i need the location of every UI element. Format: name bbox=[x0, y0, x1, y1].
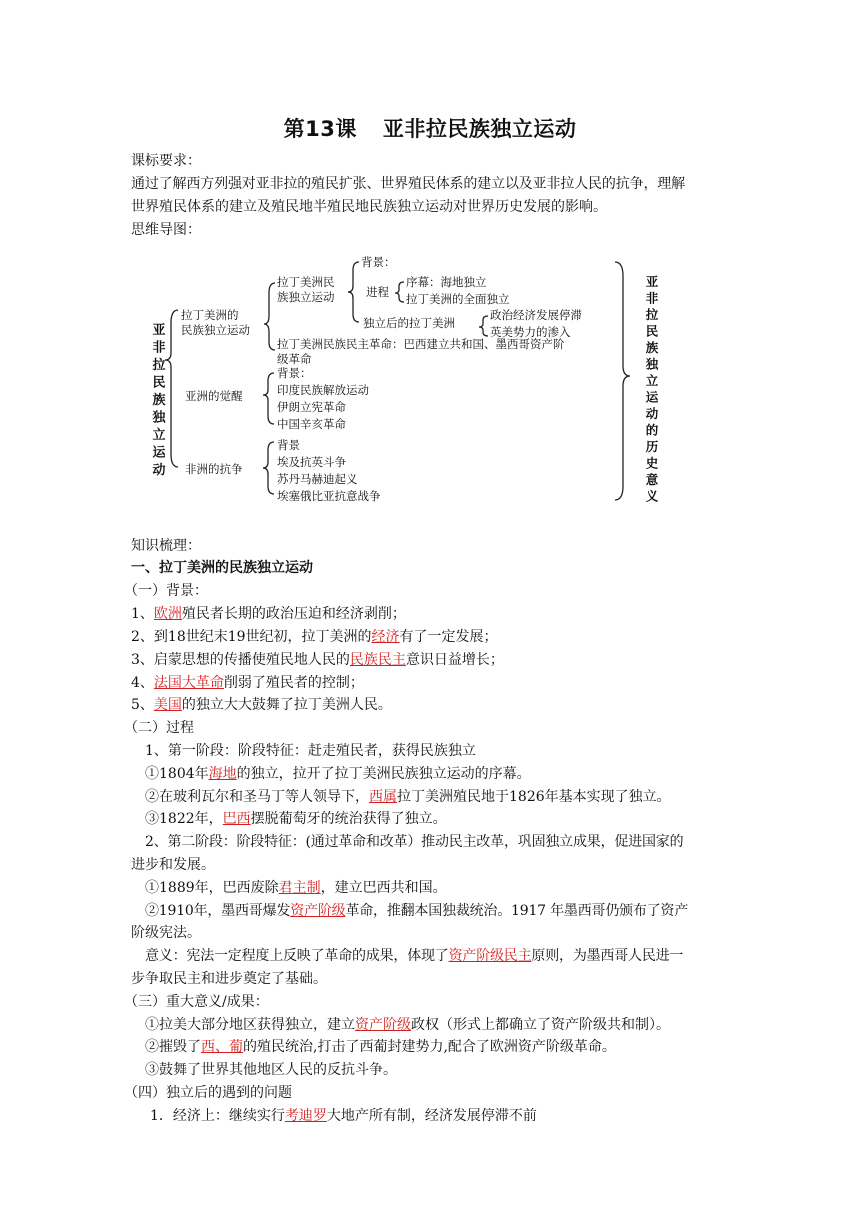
root-title-char: 立 bbox=[152, 428, 166, 443]
subheading-problems: （四）独立后的遇到的问题 bbox=[124, 1085, 292, 1101]
latin-process: 进程 bbox=[366, 285, 389, 299]
right-title-char: 史 bbox=[645, 455, 659, 471]
standards-text-2: 世界殖民体系的建立及殖民地半殖民地民族独立运动对世界历史发展的影响。 bbox=[131, 199, 607, 215]
highlight-term: 西、葡 bbox=[201, 1039, 243, 1055]
asia-item-1: 背景： bbox=[277, 366, 312, 380]
root-title-char: 亚 bbox=[152, 323, 166, 338]
subheading-background: （一）背景： bbox=[124, 583, 208, 599]
section-heading: 一、拉丁美洲的民族独立运动 bbox=[131, 560, 313, 576]
highlight-term: 西属 bbox=[369, 789, 397, 805]
standards-text-1: 通过了解西方列强对亚非拉的殖民扩张、世界殖民体系的建立以及亚非拉人民的抗争，理解 bbox=[131, 176, 685, 192]
stage-1-item-1: ①1804年海地的独立，拉开了拉丁美洲民族独立运动的序幕。 bbox=[145, 766, 531, 782]
highlight-term: 资产阶级 bbox=[355, 1017, 411, 1033]
background-item-2: 2、到18世纪末19世纪初，拉丁美洲的经济有了一定发展； bbox=[131, 629, 498, 645]
highlight-term: 美国 bbox=[153, 697, 182, 713]
latin-after: 独立后的拉丁美洲 bbox=[363, 316, 455, 330]
background-item-4: 4、法国大革命削弱了殖民者的控制； bbox=[131, 675, 364, 691]
mind-map-background bbox=[131, 248, 669, 524]
problem-item-1: 1．经济上：继续实行考迪罗大地产所有制，经济发展停滞不前 bbox=[150, 1108, 537, 1124]
standards-heading: 课标要求： bbox=[131, 153, 201, 169]
mind-map-root-title bbox=[151, 323, 166, 478]
asia-item-4: 中国辛亥革命 bbox=[277, 417, 346, 431]
subheading-significance: （三）重大意义/成果： bbox=[124, 994, 269, 1010]
process-item-2: 拉丁美洲的全面独立 bbox=[406, 292, 510, 306]
africa-item-3: 苏丹马赫迪起义 bbox=[277, 472, 358, 486]
highlight-term: 巴西 bbox=[222, 811, 251, 827]
root-title-char: 族 bbox=[152, 393, 166, 408]
significance-item-2: ②摧毁了西、葡的殖民统治,打击了西葡封建势力,配合了欧洲资产阶级革命。 bbox=[145, 1039, 616, 1055]
right-title-char: 族 bbox=[645, 340, 659, 355]
right-title-char: 历 bbox=[645, 439, 659, 454]
right-title-char: 民 bbox=[645, 323, 659, 339]
right-title-char: 动 bbox=[645, 406, 659, 421]
revolution-line-1: 拉丁美洲民族民主革命：巴西建立共和国、墨西哥资产阶 bbox=[277, 337, 565, 351]
stage-2-item-2: ②1910年，墨西哥爆发资产阶级革命，推翻本国独裁统治。1917 年墨西哥仍颁布了资产 bbox=[145, 903, 689, 919]
mind-map-diagram bbox=[131, 248, 669, 524]
highlight-term: 资产阶级 bbox=[290, 903, 346, 919]
highlight-term: 法国大革命 bbox=[153, 675, 224, 691]
lesson-number: 第13课 bbox=[283, 117, 357, 141]
root-title-char: 动 bbox=[152, 463, 166, 478]
africa-branch: 非洲的抗争 bbox=[185, 462, 243, 476]
highlight-term: 资产阶级民主 bbox=[448, 948, 532, 964]
right-title-char: 运 bbox=[645, 389, 659, 405]
root-title-char: 民 bbox=[152, 375, 166, 391]
stage-1: 1、第一阶段：阶段特征：赶走殖民者，获得民族独立 bbox=[145, 743, 476, 759]
asia-branch: 亚洲的觉醒 bbox=[185, 389, 243, 403]
highlight-term: 经济 bbox=[371, 629, 400, 645]
highlight-term: 考迪罗 bbox=[284, 1108, 327, 1124]
mind-map-right-title bbox=[645, 274, 659, 504]
lesson-name: 亚非拉民族独立运动 bbox=[382, 117, 577, 141]
latin-branch-line-2: 民族独立运动 bbox=[181, 323, 250, 337]
process-item-1: 序幕：海地独立 bbox=[406, 275, 487, 289]
significance-item-3: ③鼓舞了世界其他地区人民的反抗斗争。 bbox=[145, 1062, 397, 1078]
stage-2-item-1: ①1889年，巴西废除君主制，建立巴西共和国。 bbox=[145, 880, 447, 896]
highlight-term: 君主制 bbox=[278, 880, 321, 896]
latin-background: 背景： bbox=[361, 255, 396, 269]
right-title-char: 立 bbox=[645, 373, 659, 388]
highlight-term: 民族民主 bbox=[349, 652, 406, 668]
africa-item-2: 埃及抗英斗争 bbox=[277, 455, 346, 469]
highlight-term: 海地 bbox=[208, 766, 237, 782]
latin-sub-line-1: 拉丁美洲民 bbox=[277, 275, 335, 289]
meaning-line-1: 意义：宪法一定程度上反映了革命的成果，体现了资产阶级民主原则，为墨西哥人民进一 bbox=[145, 948, 684, 964]
stage-2-item-2-cont: 阶级宪法。 bbox=[131, 925, 201, 941]
revolution-line-2: 级革命 bbox=[277, 352, 312, 366]
background-item-5: 5、美国的独立大大鼓舞了拉丁美洲人民。 bbox=[131, 697, 392, 713]
significance-item-1: ①拉美大部分地区获得独立，建立资产阶级政权（形式上都确立了资产阶级共和制）。 bbox=[145, 1017, 670, 1033]
highlight-term: 欧洲 bbox=[153, 606, 182, 622]
latin-sub-line-2: 族独立运动 bbox=[277, 290, 335, 304]
right-title-char: 的 bbox=[645, 422, 659, 438]
right-title-char: 独 bbox=[645, 356, 659, 372]
right-title-char: 意 bbox=[645, 472, 659, 487]
africa-item-4: 埃塞俄比亚抗意战争 bbox=[277, 489, 381, 503]
after-item-2: 英美势力的渗入 bbox=[490, 325, 571, 339]
right-title-char: 义 bbox=[645, 488, 659, 504]
mindmap-heading: 思维导图： bbox=[131, 222, 201, 238]
background-item-3: 3、启蒙思想的传播使殖民地人民的民族民主意识日益增长； bbox=[131, 652, 504, 668]
root-title-char: 独 bbox=[152, 410, 166, 426]
meaning-line-2: 步争取民主和进步奠定了基础。 bbox=[131, 971, 327, 987]
background-item-1: 1、欧洲殖民者长期的政治压迫和经济剥削； bbox=[131, 606, 406, 622]
asia-item-3: 伊朗立宪革命 bbox=[277, 400, 346, 414]
stage-1-item-3: ③1822年，巴西摆脱葡萄牙的统治获得了独立。 bbox=[145, 811, 447, 827]
review-heading: 知识梳理： bbox=[131, 538, 201, 554]
africa-item-1: 背景 bbox=[277, 438, 300, 452]
right-title-char: 非 bbox=[645, 290, 659, 306]
right-title-char: 拉 bbox=[645, 307, 659, 322]
root-title-char: 非 bbox=[152, 340, 166, 356]
page-title bbox=[0, 113, 860, 143]
latin-branch-line-1: 拉丁美洲的 bbox=[181, 308, 239, 322]
stage-2-line-1: 2、第二阶段：阶段特征：(通过革命和改革）推动民主改革，巩固独立成果，促进国家的 bbox=[145, 834, 684, 850]
asia-item-2: 印度民族解放运动 bbox=[277, 383, 369, 397]
stage-2-line-2: 进步和发展。 bbox=[131, 857, 215, 873]
stage-1-item-2: ②在玻利瓦尔和圣马丁等人领导下，西属拉丁美洲殖民地于1826年基本实现了独立。 bbox=[145, 789, 671, 805]
subheading-process: （二）过程 bbox=[124, 720, 194, 736]
after-item-1: 政治经济发展停滞 bbox=[490, 308, 582, 322]
right-title-char: 亚 bbox=[645, 274, 659, 289]
root-title-char: 拉 bbox=[152, 358, 166, 373]
root-title-char: 运 bbox=[152, 445, 166, 461]
